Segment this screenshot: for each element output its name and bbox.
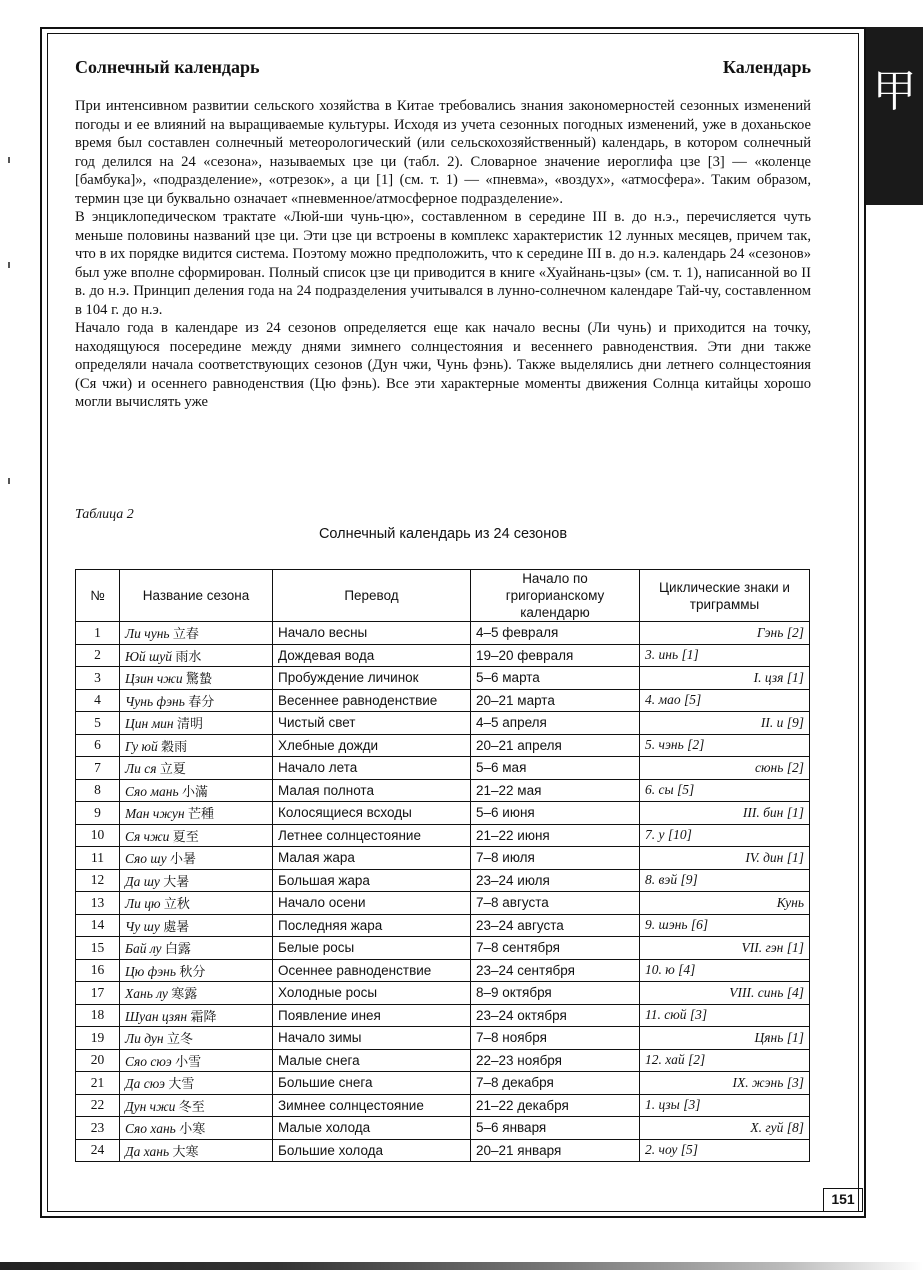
table-row	[76, 712, 810, 735]
season-name-translit: Сяо мань	[125, 783, 179, 799]
season-start-date: 21–22 декабря	[471, 1094, 640, 1117]
season-name-translit: Ли ся	[125, 761, 157, 777]
season-name-translit: Цю фэнь	[125, 963, 177, 979]
season-translation: Холодные росы	[273, 982, 471, 1005]
season-name	[120, 1027, 273, 1050]
cyclic-sign: 3. инь [1]	[640, 644, 810, 667]
header-season-name: Название сезона	[120, 570, 273, 622]
season-name-chinese: 立秋	[163, 897, 190, 913]
cyclic-sign: 7. у [10]	[640, 824, 810, 847]
season-name-translit: Шуан цзян	[125, 1008, 188, 1024]
row-number: 20	[76, 1049, 120, 1072]
row-number: 5	[76, 712, 120, 735]
season-name	[120, 1049, 273, 1072]
table-row	[76, 1049, 810, 1072]
row-number: 12	[76, 869, 120, 892]
row-number: 6	[76, 734, 120, 757]
season-start-date: 5–6 марта	[471, 667, 640, 690]
season-start-date: 19–20 февраля	[471, 644, 640, 667]
season-name	[120, 959, 273, 982]
cyclic-sign: II. и [9]	[640, 712, 810, 735]
season-name-translit: Гу юй	[125, 738, 158, 754]
season-name	[120, 1072, 273, 1095]
table-row	[76, 892, 810, 915]
cyclic-sign: 4. мао [5]	[640, 689, 810, 712]
season-name-chinese: 穀雨	[161, 739, 188, 755]
table-row	[76, 622, 810, 645]
table-row	[76, 779, 810, 802]
cyclic-sign: 1. цзы [3]	[640, 1094, 810, 1117]
season-start-date: 5–6 января	[471, 1117, 640, 1140]
cyclic-sign: 9. шэнь [6]	[640, 914, 810, 937]
paragraph-2: В энциклопедическом трактате «Люй-ши чунь-цю», составленном в середине III в. до н.э., перечисляется чуть меньше половины названий цзе ци. Эти цзе ци встроены в комплекс характеристик 12 лунных месяцев, причем так, что в их порядке видится система. Поэтому можно предположить, что к середине III в. до н.э. календарь 24 «сезонов» был уже вполне сформирован. Полный список цзе ци приводится в книге «Хуайнань-цзы» (см. т. 1), написанной во II в. до н.э. Принцип деления года на 24 подразделения учитывался в лунно-солнечном календаре Тай-чу, составленном в 104 г. до н.э.	[75, 209, 811, 318]
season-start-date: 23–24 сентября	[471, 959, 640, 982]
table-row	[76, 824, 810, 847]
season-name-translit: Сяо шу	[125, 851, 167, 867]
season-name-translit: Сяо сюэ	[125, 1053, 172, 1069]
table-row	[76, 1139, 810, 1162]
solar-calendar-table	[75, 569, 810, 1162]
season-name-chinese: 立冬	[166, 1032, 193, 1048]
row-number: 13	[76, 892, 120, 915]
season-name-chinese: 芒種	[187, 807, 214, 823]
season-name-translit: Бай лу	[125, 941, 162, 957]
cyclic-sign: 11. сюй [3]	[640, 1004, 810, 1027]
season-translation: Малая полнота	[273, 779, 471, 802]
table-row	[76, 802, 810, 825]
season-start-date: 5–6 июня	[471, 802, 640, 825]
season-translation: Пробуждение личинок	[273, 667, 471, 690]
season-name-chinese: 雨水	[175, 649, 202, 665]
season-name-chinese: 寒露	[171, 987, 198, 1003]
row-number: 23	[76, 1117, 120, 1140]
table-row	[76, 959, 810, 982]
table-row	[76, 1094, 810, 1117]
table-row	[76, 689, 810, 712]
season-name	[120, 757, 273, 780]
table-row	[76, 869, 810, 892]
season-name	[120, 824, 273, 847]
scan-mark	[8, 478, 10, 484]
row-number: 17	[76, 982, 120, 1005]
season-start-date: 23–24 октября	[471, 1004, 640, 1027]
season-name-chinese: 大暑	[163, 874, 190, 890]
paragraph-1-text: При интенсивном развитии сельского хозяйства в Китае требовались знания закономерностей сезонных изменений погоды и ее влияний на выращиваемые культуры. Исходя из учета сезонных погодных изменений, уже в доханьское время был составлен солнечный метеорологический (или сельскохозяйственный) календарь, в котором солнечный год делился на 24 «сезона», называемых цзе ци (табл. 2). Словарное значение иероглифа цзе [3] — «коленце [бамбука]», «подразделение», «отрезок», а ци [1] (см. т. 1) — «пневма», «воздух», «атмосфера». Таким образом, термин цзе ци буквально означает «пневменное/атмосферное подразделение».	[75, 98, 811, 207]
running-header-right: Календарь	[722, 57, 811, 77]
running-header-left: Солнечный календарь	[75, 57, 260, 77]
season-start-date: 7–8 июля	[471, 847, 640, 870]
season-name	[120, 644, 273, 667]
row-number: 8	[76, 779, 120, 802]
season-name-translit: Юй шуй	[125, 648, 172, 664]
season-name-chinese: 小暑	[169, 852, 196, 868]
season-name	[120, 1139, 273, 1162]
season-start-date: 21–22 мая	[471, 779, 640, 802]
season-start-date: 20–21 января	[471, 1139, 640, 1162]
season-translation: Колосящиеся всходы	[273, 802, 471, 825]
season-translation: Большие холода	[273, 1139, 471, 1162]
cyclic-sign: 2. чоу [5]	[640, 1139, 810, 1162]
season-name-chinese: 大雪	[168, 1077, 195, 1093]
season-name-chinese: 大寒	[172, 1144, 199, 1160]
table-row	[76, 667, 810, 690]
row-number: 3	[76, 667, 120, 690]
page-number: 151	[823, 1188, 863, 1212]
section-side-glyph: 甲	[872, 66, 917, 117]
season-translation: Весеннее равноденствие	[273, 689, 471, 712]
season-name-translit: Да сюэ	[125, 1076, 165, 1092]
header-gregorian-start: Начало по григориaнскому календарю	[471, 570, 640, 622]
season-name	[120, 622, 273, 645]
season-name-chinese: 白露	[164, 942, 191, 958]
season-start-date: 7–8 ноября	[471, 1027, 640, 1050]
season-name	[120, 892, 273, 915]
season-name-translit: Цин мин	[125, 716, 174, 732]
season-translation: Последняя жара	[273, 914, 471, 937]
table-row	[76, 734, 810, 757]
table-body	[76, 622, 810, 1162]
header-translation: Перевод	[273, 570, 471, 622]
season-name-chinese: 小雪	[175, 1054, 202, 1070]
season-name-translit: Чунь фэнь	[125, 693, 185, 709]
season-name-translit: Ли цю	[125, 896, 161, 912]
cyclic-sign: III. бин [1]	[640, 802, 810, 825]
scan-edge-bar	[0, 1262, 923, 1270]
cyclic-sign: X. гуй [8]	[640, 1117, 810, 1140]
season-name-translit: Чу шу	[125, 918, 160, 934]
article-body	[75, 97, 811, 412]
season-translation: Большие снега	[273, 1072, 471, 1095]
season-start-date: 4–5 апреля	[471, 712, 640, 735]
season-name-translit: Ман чжун	[125, 806, 185, 822]
row-number: 21	[76, 1072, 120, 1095]
table-row	[76, 847, 810, 870]
cyclic-sign: 8. вэй [9]	[640, 869, 810, 892]
header-cyclic-signs: Циклические знаки и триграммы	[640, 570, 810, 622]
season-translation: Летнее солнцестояние	[273, 824, 471, 847]
season-start-date: 23–24 августа	[471, 914, 640, 937]
season-name	[120, 982, 273, 1005]
season-start-date: 7–8 августа	[471, 892, 640, 915]
season-name	[120, 734, 273, 757]
season-name	[120, 689, 273, 712]
season-translation: Начало осени	[273, 892, 471, 915]
season-name	[120, 802, 273, 825]
season-name-chinese: 小滿	[182, 784, 209, 800]
season-start-date: 4–5 февраля	[471, 622, 640, 645]
paragraph-1	[75, 97, 811, 208]
season-start-date: 22–23 ноября	[471, 1049, 640, 1072]
season-translation: Хлебные дожди	[273, 734, 471, 757]
row-number: 10	[76, 824, 120, 847]
season-name-translit: Да хань	[125, 1143, 170, 1159]
season-name-translit: Ли чунь	[125, 626, 170, 642]
cyclic-sign: Цянь [1]	[640, 1027, 810, 1050]
row-number: 15	[76, 937, 120, 960]
season-name	[120, 1004, 273, 1027]
season-name-chinese: 立夏	[159, 762, 186, 778]
season-name-translit: Ли дун	[125, 1031, 164, 1047]
season-translation: Начало весны	[273, 622, 471, 645]
scan-mark	[8, 157, 10, 163]
season-translation: Белые росы	[273, 937, 471, 960]
season-translation: Малые снега	[273, 1049, 471, 1072]
cyclic-sign: I. цзя [1]	[640, 667, 810, 690]
season-name	[120, 712, 273, 735]
table-header-row	[76, 570, 810, 622]
season-translation: Малая жара	[273, 847, 471, 870]
table-row	[76, 982, 810, 1005]
table-row	[76, 914, 810, 937]
season-name	[120, 1117, 273, 1140]
table-row	[76, 757, 810, 780]
season-start-date: 8–9 октября	[471, 982, 640, 1005]
cyclic-sign: 10. ю [4]	[640, 959, 810, 982]
season-start-date: 21–22 июня	[471, 824, 640, 847]
row-number: 9	[76, 802, 120, 825]
row-number: 2	[76, 644, 120, 667]
table-title: Солнечный календарь из 24 сезонов	[318, 526, 568, 542]
cyclic-sign: IX. жэнь [3]	[640, 1072, 810, 1095]
season-translation: Зимнее солнцестояние	[273, 1094, 471, 1117]
row-number: 19	[76, 1027, 120, 1050]
season-name-chinese: 清明	[177, 717, 204, 733]
season-name-translit: Цзин чжи	[125, 671, 183, 687]
season-name	[120, 869, 273, 892]
season-name-chinese: 冬至	[178, 1099, 205, 1115]
table-row	[76, 644, 810, 667]
season-name-chinese: 驚蟄	[185, 672, 212, 688]
table-row	[76, 1072, 810, 1095]
cyclic-sign: 12. хай [2]	[640, 1049, 810, 1072]
cyclic-sign: Гэнь [2]	[640, 622, 810, 645]
cyclic-sign: Кунь	[640, 892, 810, 915]
season-name-translit: Да шу	[125, 873, 160, 889]
table-row	[76, 1117, 810, 1140]
cyclic-sign: IV. дин [1]	[640, 847, 810, 870]
season-name-chinese: 處暑	[163, 919, 190, 935]
table-label: Таблица 2	[75, 507, 134, 522]
season-name	[120, 1094, 273, 1117]
season-name-chinese: 霜降	[190, 1009, 217, 1025]
season-name	[120, 667, 273, 690]
row-number: 4	[76, 689, 120, 712]
row-number: 11	[76, 847, 120, 870]
row-number: 1	[76, 622, 120, 645]
season-start-date: 23–24 июля	[471, 869, 640, 892]
season-translation: Большая жара	[273, 869, 471, 892]
season-translation: Появление инея	[273, 1004, 471, 1027]
season-name	[120, 937, 273, 960]
cyclic-sign: 6. сы [5]	[640, 779, 810, 802]
season-name-translit: Ся чжи	[125, 828, 170, 844]
season-name-translit: Дун чжи	[125, 1098, 176, 1114]
season-name-translit: Хань лу	[125, 986, 168, 1002]
row-number: 16	[76, 959, 120, 982]
table-row	[76, 937, 810, 960]
season-translation: Начало зимы	[273, 1027, 471, 1050]
table-row	[76, 1027, 810, 1050]
season-translation: Чистый свет	[273, 712, 471, 735]
row-number: 7	[76, 757, 120, 780]
season-translation: Осеннее равноденствие	[273, 959, 471, 982]
cyclic-sign: VII. гэн [1]	[640, 937, 810, 960]
season-start-date: 20–21 марта	[471, 689, 640, 712]
scan-mark	[8, 262, 10, 268]
season-name	[120, 914, 273, 937]
cyclic-sign: сюнь [2]	[640, 757, 810, 780]
season-translation: Начало лета	[273, 757, 471, 780]
season-name	[120, 847, 273, 870]
row-number: 14	[76, 914, 120, 937]
season-name-chinese: 秋分	[179, 964, 206, 980]
season-start-date: 5–6 мая	[471, 757, 640, 780]
season-start-date: 20–21 апреля	[471, 734, 640, 757]
row-number: 22	[76, 1094, 120, 1117]
season-translation: Дождевая вода	[273, 644, 471, 667]
table-row	[76, 1004, 810, 1027]
season-translation: Малые холода	[273, 1117, 471, 1140]
paragraph-3: Начало года в календаре из 24 сезонов определяется еще как начало весны (Ли чунь) и приходится на точку, находящуюся посередине между днями зимнего солнцестояния и весеннего равноденствия. Эти дни также определяли начала соответствующих сезонов (Дун чжи, Чунь фэнь). Также выделялись дни летнего солнцестояния (Ся чжи) и осеннего равноденствия (Цю фэнь). Все эти характерные моменты движения Солнца китайцы хорошо могли вычислять уже	[75, 320, 811, 410]
cyclic-sign: 5. чэнь [2]	[640, 734, 810, 757]
season-name-chinese: 春分	[188, 694, 215, 710]
season-start-date: 7–8 сентября	[471, 937, 640, 960]
row-number: 18	[76, 1004, 120, 1027]
season-name-translit: Сяо хань	[125, 1121, 176, 1137]
cyclic-sign: VIII. синь [4]	[640, 982, 810, 1005]
season-start-date: 7–8 декабря	[471, 1072, 640, 1095]
season-name-chinese: 立春	[172, 627, 199, 643]
row-number: 24	[76, 1139, 120, 1162]
season-name	[120, 779, 273, 802]
season-name-chinese: 小寒	[179, 1122, 206, 1138]
header-number: №	[76, 570, 120, 622]
season-name-chinese: 夏至	[172, 829, 199, 845]
